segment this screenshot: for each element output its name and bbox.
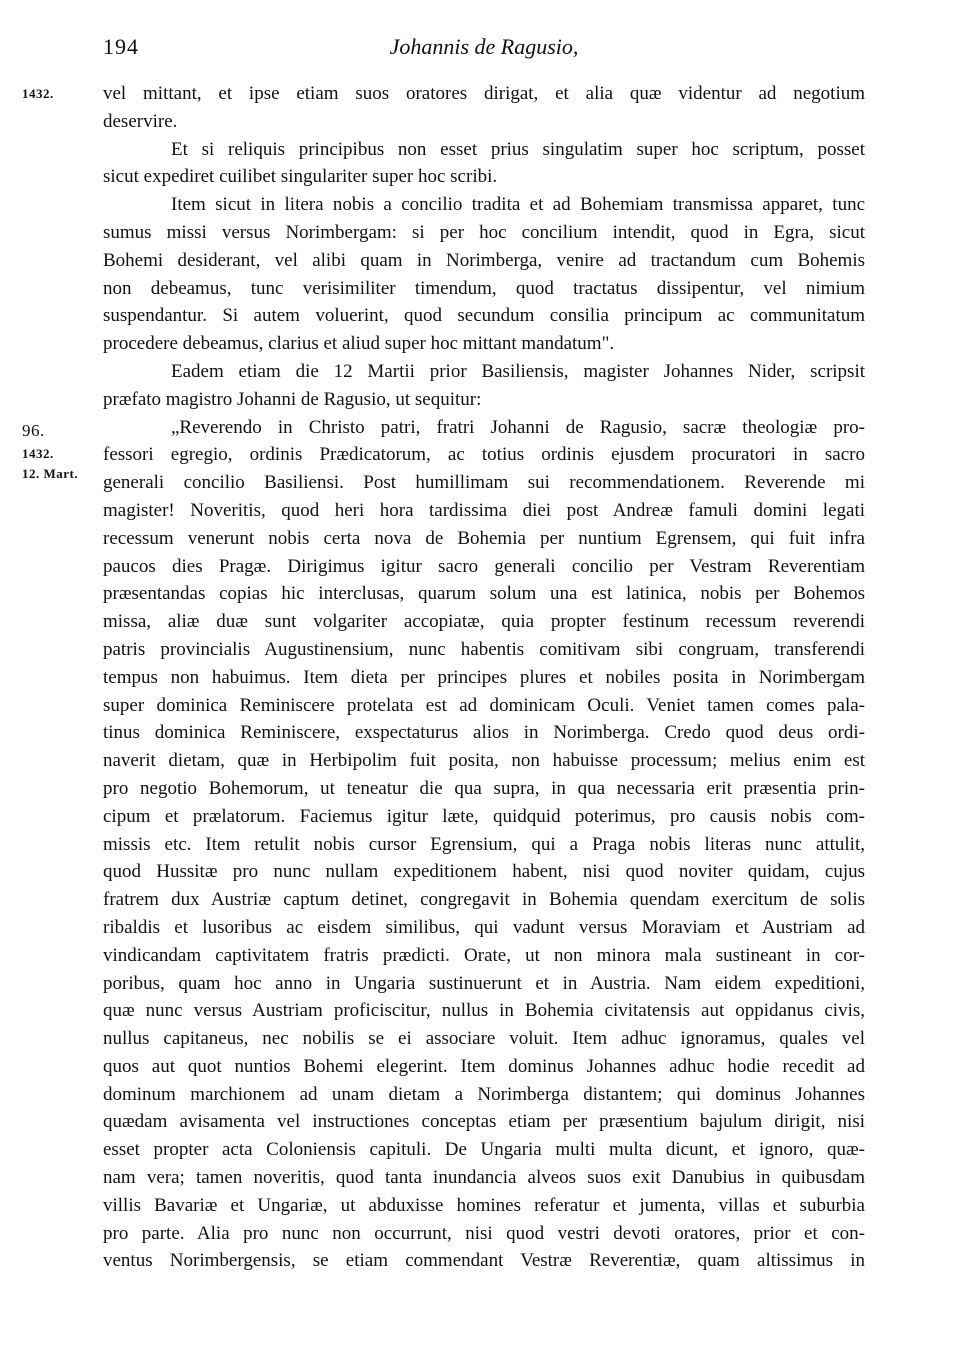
margin-year-top: 1432. [22,86,54,101]
text-line: tinus dominica Reminiscere, exspectaturus alios in Norimberga. Credo quod deus ordi- [103,722,865,744]
text-line: fessori egregio, ordinis Prædicatorum, ac totius ordinis ejusdem procuratori in sacro [103,444,865,466]
text-line: quos aut quot nuntios Bohemi elegerint. Item dominus Johannes adhuc hodie recedit ad [103,1055,865,1077]
text-line: sumus missi versus Norimbergam: si per hoc concilium intendit, quod in Egra, sicut [103,221,865,243]
text-line: dominum marchionem ad unam dietam a Norimberga distantem; qui dominus Johannes [103,1083,865,1105]
text-line: generali concilio Basiliensi. Post humillimam sui recommendationem. Reverende mi [103,472,865,494]
text-line: ribaldis et lusoribus ac eisdem similibus, qui vadunt versus Moraviam et Austriam ad [103,916,865,938]
text-line: cipum et prælatorum. Faciemus igitur læte, quidquid poterimus, pro causis nobis com- [103,805,865,827]
margin-doc-date: 12. Mart. [22,466,79,481]
text-line: quod Hussitæ pro nunc nullam expeditionem habent, nisi quod noviter quidam, cujus [103,861,865,883]
text-line: suspendantur. Si autem voluerint, quod secundum consilia principum ac communitatum [103,305,865,327]
text-line: patris provincialis Augustinensium, nunc habentis comitivam sibi congruam, transferendi [103,638,865,660]
text-line: deservire. [103,110,178,132]
text-line: paucos dies Pragæ. Dirigimus igitur sacro generali concilio per Vestram Reverentiam [103,555,865,577]
text-line: pro parte. Alia pro nunc non occurrunt, nisi quod vestri devoti oratores, prior et con- [103,1222,865,1244]
text-line: quæ nunc versus Austriam proficiscitur, nullus in Bohemia civitatensis aut oppidanus civis, [103,1000,865,1022]
text-line: super dominica Reminiscere protelata est ad dominicam Oculi. Veniet tamen comes pala- [103,694,865,716]
text-line: sicut expediret cuilibet singulariter super hoc scribi. [103,166,498,188]
text-line: naverit dietam, quæ in Herbipolim fuit posita, non habuisse processum; melius enim est [103,750,865,772]
text-line: villis Bavariæ et Ungariæ, ut abduxisse homines referatur et jumenta, villas et suburbia [103,1194,865,1216]
text-line: fratrem dux Austriæ captum detinet, congregavit in Bohemia quendam exercitum de solis [103,889,865,911]
text-line: recessum venerunt nobis certa nova de Bohemia per nuntium Egrensem, qui fuit infra [103,527,865,549]
text-line: quædam avisamenta vel instructiones conceptas etiam per præsentium bajulum dirigit, nisi [103,1111,865,1133]
text-line: nullus capitaneus, nec nobilis se ei associare voluit. Item adhuc ignoramus, quales vel [103,1028,865,1050]
running-title: Johannis de Ragusio, [389,34,579,59]
margin-doc-number: 96. [22,421,45,440]
text-line: missis etc. Item retulit nobis cursor Egrensium, qui a Praga nobis literas nunc attulit, [103,833,865,855]
page-number: 194 [103,34,139,59]
text-line: Item sicut in litera nobis a concilio tradita et ad Bohemiam transmissa apparet, tunc [171,194,865,216]
text-line: ventus Norimbergensis, se etiam commendant Vestræ Reverentiæ, quam altissimus in [103,1250,865,1272]
text-line: non debeamus, tunc verisimiliter timendum, quod tractatus dissipentur, vel nimium [103,277,865,299]
text-line: „Reverendo in Christo patri, fratri Johanni de Ragusio, sacræ theologiæ pro- [171,416,865,438]
text-line: nam vera; tamen noveritis, quod tanta inundancia alveos suos exit Danubius in quibusdam [103,1167,865,1189]
text-line: præfato magistro Johanni de Ragusio, ut sequitur: [103,388,482,410]
text-line: tempus non habuimus. Item dieta per principes plures et nobiles posita in Norimbergam [103,666,865,688]
running-header [103,34,865,62]
text-line: pro negotio Bohemorum, ut teneatur die qua supra, in qua necessaria erit præsentia prin- [103,777,865,799]
text-line: missa, aliæ duæ sunt volgariter accopiatæ, quia propter festinum recessum reverendi [103,611,865,633]
text-line: procedere debeamus, clarius et aliud super hoc mittant mandatum". [103,333,615,355]
text-line: Et si reliquis principibus non esset prius singulatim super hoc scriptum, posset [171,138,865,160]
text-line: Bohemi desiderant, vel alibi quam in Norimberga, venire ad tractandum cum Bohemis [103,249,865,271]
text-line: magister! Noveritis, quod heri hora tardissima diei post Andreæ famuli domini legati [103,499,865,521]
margin-doc-year: 1432. [22,446,54,461]
text-line: præsentandas copias hic interclusas, quarum solum una est latinica, nobis per Bohemos [103,583,865,605]
text-line: Eadem etiam die 12 Martii prior Basiliensis, magister Johannes Nider, scripsit [171,360,865,382]
text-line: vel mittant, et ipse etiam suos oratores dirigat, et alia quæ videntur ad negotium [103,83,865,104]
page-body [103,80,865,1275]
text-line: esset propter acta Coloniensis capituli. De Ungaria multi multa dicunt, et ignoro, quæ- [103,1139,865,1161]
text-line: poribus, quam hoc anno in Ungaria sustinuerunt et in Austria. Nam eidem expeditioni, [103,972,865,994]
text-line: vindicandam captivitatem fratris prædicti. Orate, ut non minora mala sustineant in cor- [103,944,865,966]
